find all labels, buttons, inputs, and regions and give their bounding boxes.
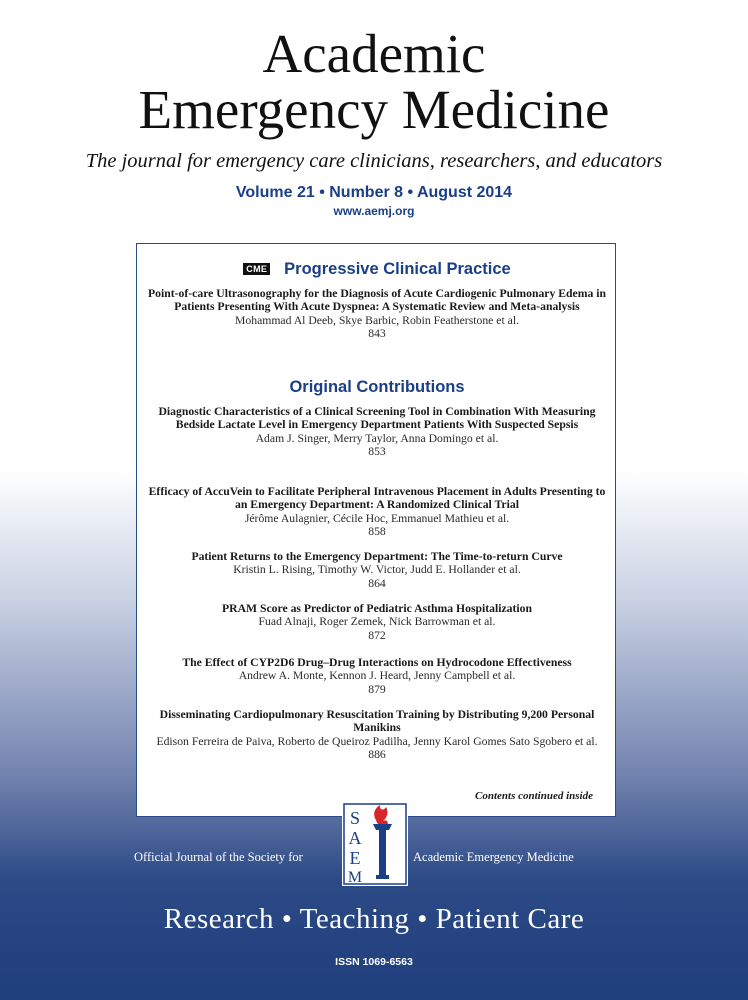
issue-info: Volume 21 • Number 8 • August 2014 [235,184,513,201]
logo-letter-m: M [347,869,363,886]
article-authors: Adam J. Singer, Merry Taylor, Anna Domingo et al. [255,431,499,445]
article-item[interactable] [143,602,611,642]
article-authors: Mohammad Al Deeb, Skye Barbic, Robin Featherstone et al. [234,313,519,327]
article-item[interactable] [143,485,611,539]
article-title: Efficacy of AccuVein to Facilitate Peripheral Intravenous Placement in Adults Presenting to an Emergency Department: A Randomized Clinical Trial [148,485,606,512]
contents-continued-note: Contents continued inside [475,790,593,802]
article-page: 872 [368,628,386,642]
journal-tagline: The journal for emergency care clinicians, researchers, and educators [85,150,663,172]
logo-letter-s: S [349,808,361,828]
article-authors: Kristin L. Rising, Timothy W. Victor, Judd E. Hollander et al. [233,563,521,577]
article-title: Diagnostic Characteristics of a Clinical Screening Tool in Combination With Measuring Bedside Lactate Level in Emergency Department Patients With Suspected Sepsis [158,405,596,432]
article-title: The Effect of CYP2D6 Drug–Drug Interactions on Hydrocodone Effectiveness [182,656,572,669]
society-name-text: Academic Emergency Medicine [413,850,574,864]
logo-letter-a: A [348,828,362,848]
article-page: 853 [368,445,386,459]
article-authors: Edison Ferreira de Paiva, Roberto de Queiroz Padilha, Jenny Karol Gomes Sato Sgobero et al. [156,734,598,748]
article-page: 864 [368,576,386,590]
article-title: Patient Returns to the Emergency Department: The Time-to-return Curve [191,550,563,563]
issn-number: ISSN 1069-6563 [335,956,413,968]
article-page: 858 [368,525,386,539]
article-title: Point-of-care Ultrasonography for the Diagnosis of Acute Cardiogenic Pulmonary Edema in Patients Presenting With Acute Dyspnea: A Systematic Review and Meta-analysis [148,287,606,314]
bottom-tagline: Research • Teaching • Patient Care [163,903,585,935]
section-heading-progressive [137,260,617,279]
cme-badge: CME [243,263,270,275]
article-title: Disseminating Cardiopulmonary Resuscitation Training by Distributing 9,200 Personal Manikins [159,708,595,735]
article-authors: Andrew A. Monte, Kennon J. Heard, Jenny Campbell et al. [238,669,516,683]
article-page: 843 [368,327,386,341]
saem-logo [342,802,408,886]
article-authors: Fuad Alnaji, Roger Zemek, Nick Barrowman et al. [258,615,496,629]
article-title: PRAM Score as Predictor of Pediatric Asthma Hospitalization [222,602,532,615]
article-authors: Jérôme Aulagnier, Cécile Hoc, Emmanuel Mathieu et al. [244,511,510,525]
section-heading-original: Original Contributions [289,378,465,396]
article-item[interactable] [143,405,611,459]
logo-letter-e: E [349,848,361,868]
table-of-contents-box [136,243,616,817]
article-item[interactable] [143,656,611,696]
article-item[interactable] [143,287,611,341]
article-item[interactable] [143,708,611,762]
article-page: 879 [368,682,386,696]
journal-title-line2: Emergency Medicine [138,79,610,140]
journal-url[interactable]: www.aemj.org [333,204,415,218]
journal-title-line1: Academic [262,23,486,84]
official-journal-text: Official Journal of the Society for [134,850,303,864]
section-heading-label: Progressive Clinical Practice [284,260,511,278]
article-item[interactable] [143,550,611,590]
article-page: 886 [368,748,386,762]
